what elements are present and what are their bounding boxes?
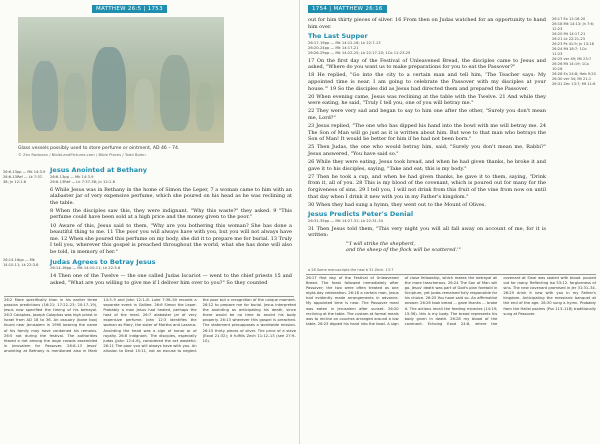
section-refs-anointed: 26:6-13pp — Mk 14:3-9 26:6-13Ref — Lk 7:37-38; Jn 12:1-8 [50, 174, 115, 184]
verse-paragraph: 30 When they had sung a hymn, they went out to the Mount of Olives. [308, 201, 486, 208]
right-running-head [308, 4, 387, 14]
left-main-text [50, 164, 292, 288]
verse-paragraph: 26 While they were eating, Jesus took bread, and when he had given thanks, he broke it and gave it to his disciples, saying, "Take and eat; this is my body." [308, 159, 546, 172]
section-title-peter-denial: Jesus Predicts Peter's Denial [308, 210, 414, 219]
verse-paragraph: 14 Then one of the Twelve — the one called Judas Iscariot — went to the chief priests 15 and asked, "What are you willing to give me if I deliver him over to you?" So they counted [50, 273, 292, 286]
photo-caption: Glass vessels possibly used to store perfume or ointment, AD 46 – 74. [18, 146, 180, 151]
verse-paragraph: 18 He replied, "Go into the city to a certain man and tell him, 'The Teacher says: My appointed time is near. I am going to celebrate the Passover with my disciples at your house.'" 19 So the disciples did as Jesus had directed them and prepared the Passover. [308, 72, 546, 92]
verse-paragraph: 27 Then he took a cup, and when he had given thanks, he gave it to them, saying, "Drink from it, all of you. 28 This is my blood of the covenant, which is poured out for many for the forgiveness of sins. 29 I tell you, I will not drink from this fruit of the vine from now on until that day when I drink it new with you in my Father's kingdom." [308, 173, 546, 200]
side-cross-references-judas: 26:14-16pp — Mk 14:10-11; Lk 22:3-6 [3, 258, 39, 267]
left-study-notes: 26:2 More specifically than in his earlier three passion predictions (16:21; 17:22–23; 20:17–19), Jesus now specified the timing of his betrayal. 26:3 Caiaphas. Joseph Caiaphas was high priest in Israel from AD 18 to 36. An ossuary (bone box) found near Jerusalem in 1990 bearing the name of his family may have contained his remains. 26:5 not during the festival. The authorities feared a riot among the large crowds assembled in Jerusalem for Passover. 26:6–13 Jesus' anointing at Bethany is mentioned also in Mark 14:3–9 and John 12:1–8. Luke 7:36–50 records a separate event in Galilee. 26:6 Simon the Leper. Probably a man Jesus had healed, perhaps the host of the meal. 26:7 alabaster jar of very expensive perfume. John 12:3 identifies the woman as Mary, the sister of Martha and Lazarus. Anointing the head was a sign of honor or of royalty. 26:8 indignant. The disciples, especially Judas (John 12:4–6), considered the act wasteful. 26:11 The poor you will always have with you. An allusion to Deut 15:11, not an excuse to neglect the poor but a recognition of the unique moment. 26:12 to prepare me for burial. Jesus interpreted the anointing as anticipating his death, since there would be no time to anoint his body properly. 26:13 wherever this gospel is preached. The statement presupposes a worldwide mission. 26:15 thirty pieces of silver. The price of a slave (Exod 21:32); it fulfills Zech 11:12–13 (see 27:9–10). [4, 298, 296, 353]
verse-paragraph: 25 Then Judas, the one who would betray him, said, "Surely you don't mean me, Rabbi?" Jesus answered, "You have said so." [308, 144, 546, 157]
verse-paragraph: 6 While Jesus was in Bethany in the home of Simon the Leper, 7 a woman came to him with an alabaster jar of very expensive perfume, which she poured on his head as he was reclining at the table. [50, 186, 292, 206]
verse-paragraph: 20 When evening came, Jesus was reclining at the table with the Twelve. 21 And while they were eating, he said, "Truly I tell you, one of you will betray me." [308, 93, 546, 107]
poetry-quote: "'I will strike the shepherd, and the sheep of the flock will be scattered.'" [346, 240, 461, 254]
right-main-text [308, 17, 546, 255]
notes-divider [306, 274, 596, 275]
right-side-cross-references: 26:17 Ex 12:18-20 26:18 Mk 14:13; Jn 7:6; 12:23 26:20 Mt 14:17-21 26:21 Lk 22:21-23 26:23 Ps 41:9; Jn 13:18 26:24 Mt 18:7; 1Co 11:23 26:25 ver 49; Mt 23:7 26:26 Mt 14:19; 1Co 10:16 26:28 Ex 24:8; Heb 9:20 26:30 ver 34; Mt 21:1 26:31 Zec 13:7; Mt 11:6 [552, 17, 596, 86]
verse-paragraph: out for him thirty pieces of silver. 16 From then on Judas watched for an opportunity to hand him over. [308, 17, 546, 30]
verse-paragraph: 10 Aware of this, Jesus said to them, "Why are you bothering this woman? She has done a beautiful thing to me. 11 The poor you will always have with you, but you will not always have me. 12 When she poured this perfume on my body, she did it to prepare me for burial. 13 Truly I tell you, wherever this gospel is preached throughout the world, what she has done will also be told, in memory of her." [50, 222, 292, 255]
section-refs-judas: 26:14-16pp — Mk 14:10-11; Lk 22:3-6 [50, 266, 121, 271]
left-running-head-text: MATTHEW 26:5 | 1753 [92, 5, 167, 13]
photo-credit: © Zev Radovan / BibleLandPictures.com / Bible Places / Todd Bolen [18, 152, 146, 157]
right-study-notes: 26:17 first day of the Festival of Unleavened Bread. The feast followed immediately after Passover; the two were often treated as one eight-day celebration. 26:18 a certain man. Jesus had evidently made arrangements in advance. My appointed time is near. The Passover meal was eaten in Jerusalem after sunset. 26:20 reclining at the table. The custom at formal meals was to recline on couches arranged around a low table. 26:23 dipped his hand into the bowl. A sign of close fellowship, which makes the betrayal all the more treacherous. 26:24 The Son of Man will go. Jesus' death was part of God's plan foretold in Scripture, yet Judas remained fully responsible for his choice. 26:25 You have said so. An affirmative answer. 26:26 took bread ... gave thanks ... broke it. The actions recall the feeding miracles (14:19; 15:36). this is my body. The bread represents his body given in death. 26:28 my blood of the covenant. Echoing Exod 24:8, where the covenant at Sinai was sealed with blood. poured out for many. Reflecting Isa 53:12. forgiveness of sins. The new covenant promised in Jer 31:31–34. 26:29 drink it new with you in my Father's kingdom. Anticipating the messianic banquet at the end of the age. 26:30 sung a hymn. Probably from the Hallel psalms (Pss 113–118) traditionally sung at Passover. [306, 276, 596, 326]
section-title-judas: Judas Agrees to Betray Jesus [50, 257, 156, 266]
section-title-anointed: Jesus Anointed at Bethany [50, 166, 147, 174]
section-refs-last-supper: 26:17-19pp — Mk 14:12-16; Lk 22:7-13 26:20-24pp — Mk 14:17-21 26:26-29pp — Mk 14:22-25; Lk 22:17-20; 1Co 11:23-25 [308, 40, 411, 55]
verse-paragraph: 31 Then Jesus told them, "This very night you will all fall away on account of me, for it is written: [308, 225, 546, 239]
right-page [300, 0, 600, 444]
verse-paragraph: 23 Jesus replied, "The one who has dipped his hand into the bowl with me will betray me. 24 The Son of Man will go just as it is written about him. But woe to that man who betrays the Son of Man! It would be better for him if he had not been born." [308, 123, 546, 143]
section-title-last-supper: The Last Supper [308, 32, 368, 41]
section-refs-peter-denial: 26:31-35pp — Mk 14:27-31; Lk 22:31-34 [308, 218, 383, 223]
perfume-vessels-photo [18, 17, 224, 143]
verse-paragraph: 8 When the disciples saw this, they were indignant. "Why this waste?" they asked. 9 "This perfume could have been sold at a high price and the money given to the poor." [50, 207, 292, 221]
footnotes: a 28 Some manuscripts the new b 31 Zech. 13:7 [308, 268, 394, 272]
side-cross-references-anoint: 26:6-13pp — Mk 14:3-9 26:6-13Ref — Lk 7:37-38; Jn 12:1-8 [3, 170, 46, 184]
right-running-head-text: 1754 | MATTHEW 26:16 [308, 5, 387, 13]
verse-paragraph: 22 They were very sad and began to say to him one after the other, "Surely you don't mean me, Lord?" [308, 108, 546, 122]
notes-divider [4, 296, 294, 297]
verse-paragraph: 17 On the first day of the Festival of Unleavened Bread, the disciples came to Jesus and asked, "Where do you want us to make preparations for you to eat the Passover?" [308, 57, 546, 71]
left-running-head [92, 4, 167, 14]
